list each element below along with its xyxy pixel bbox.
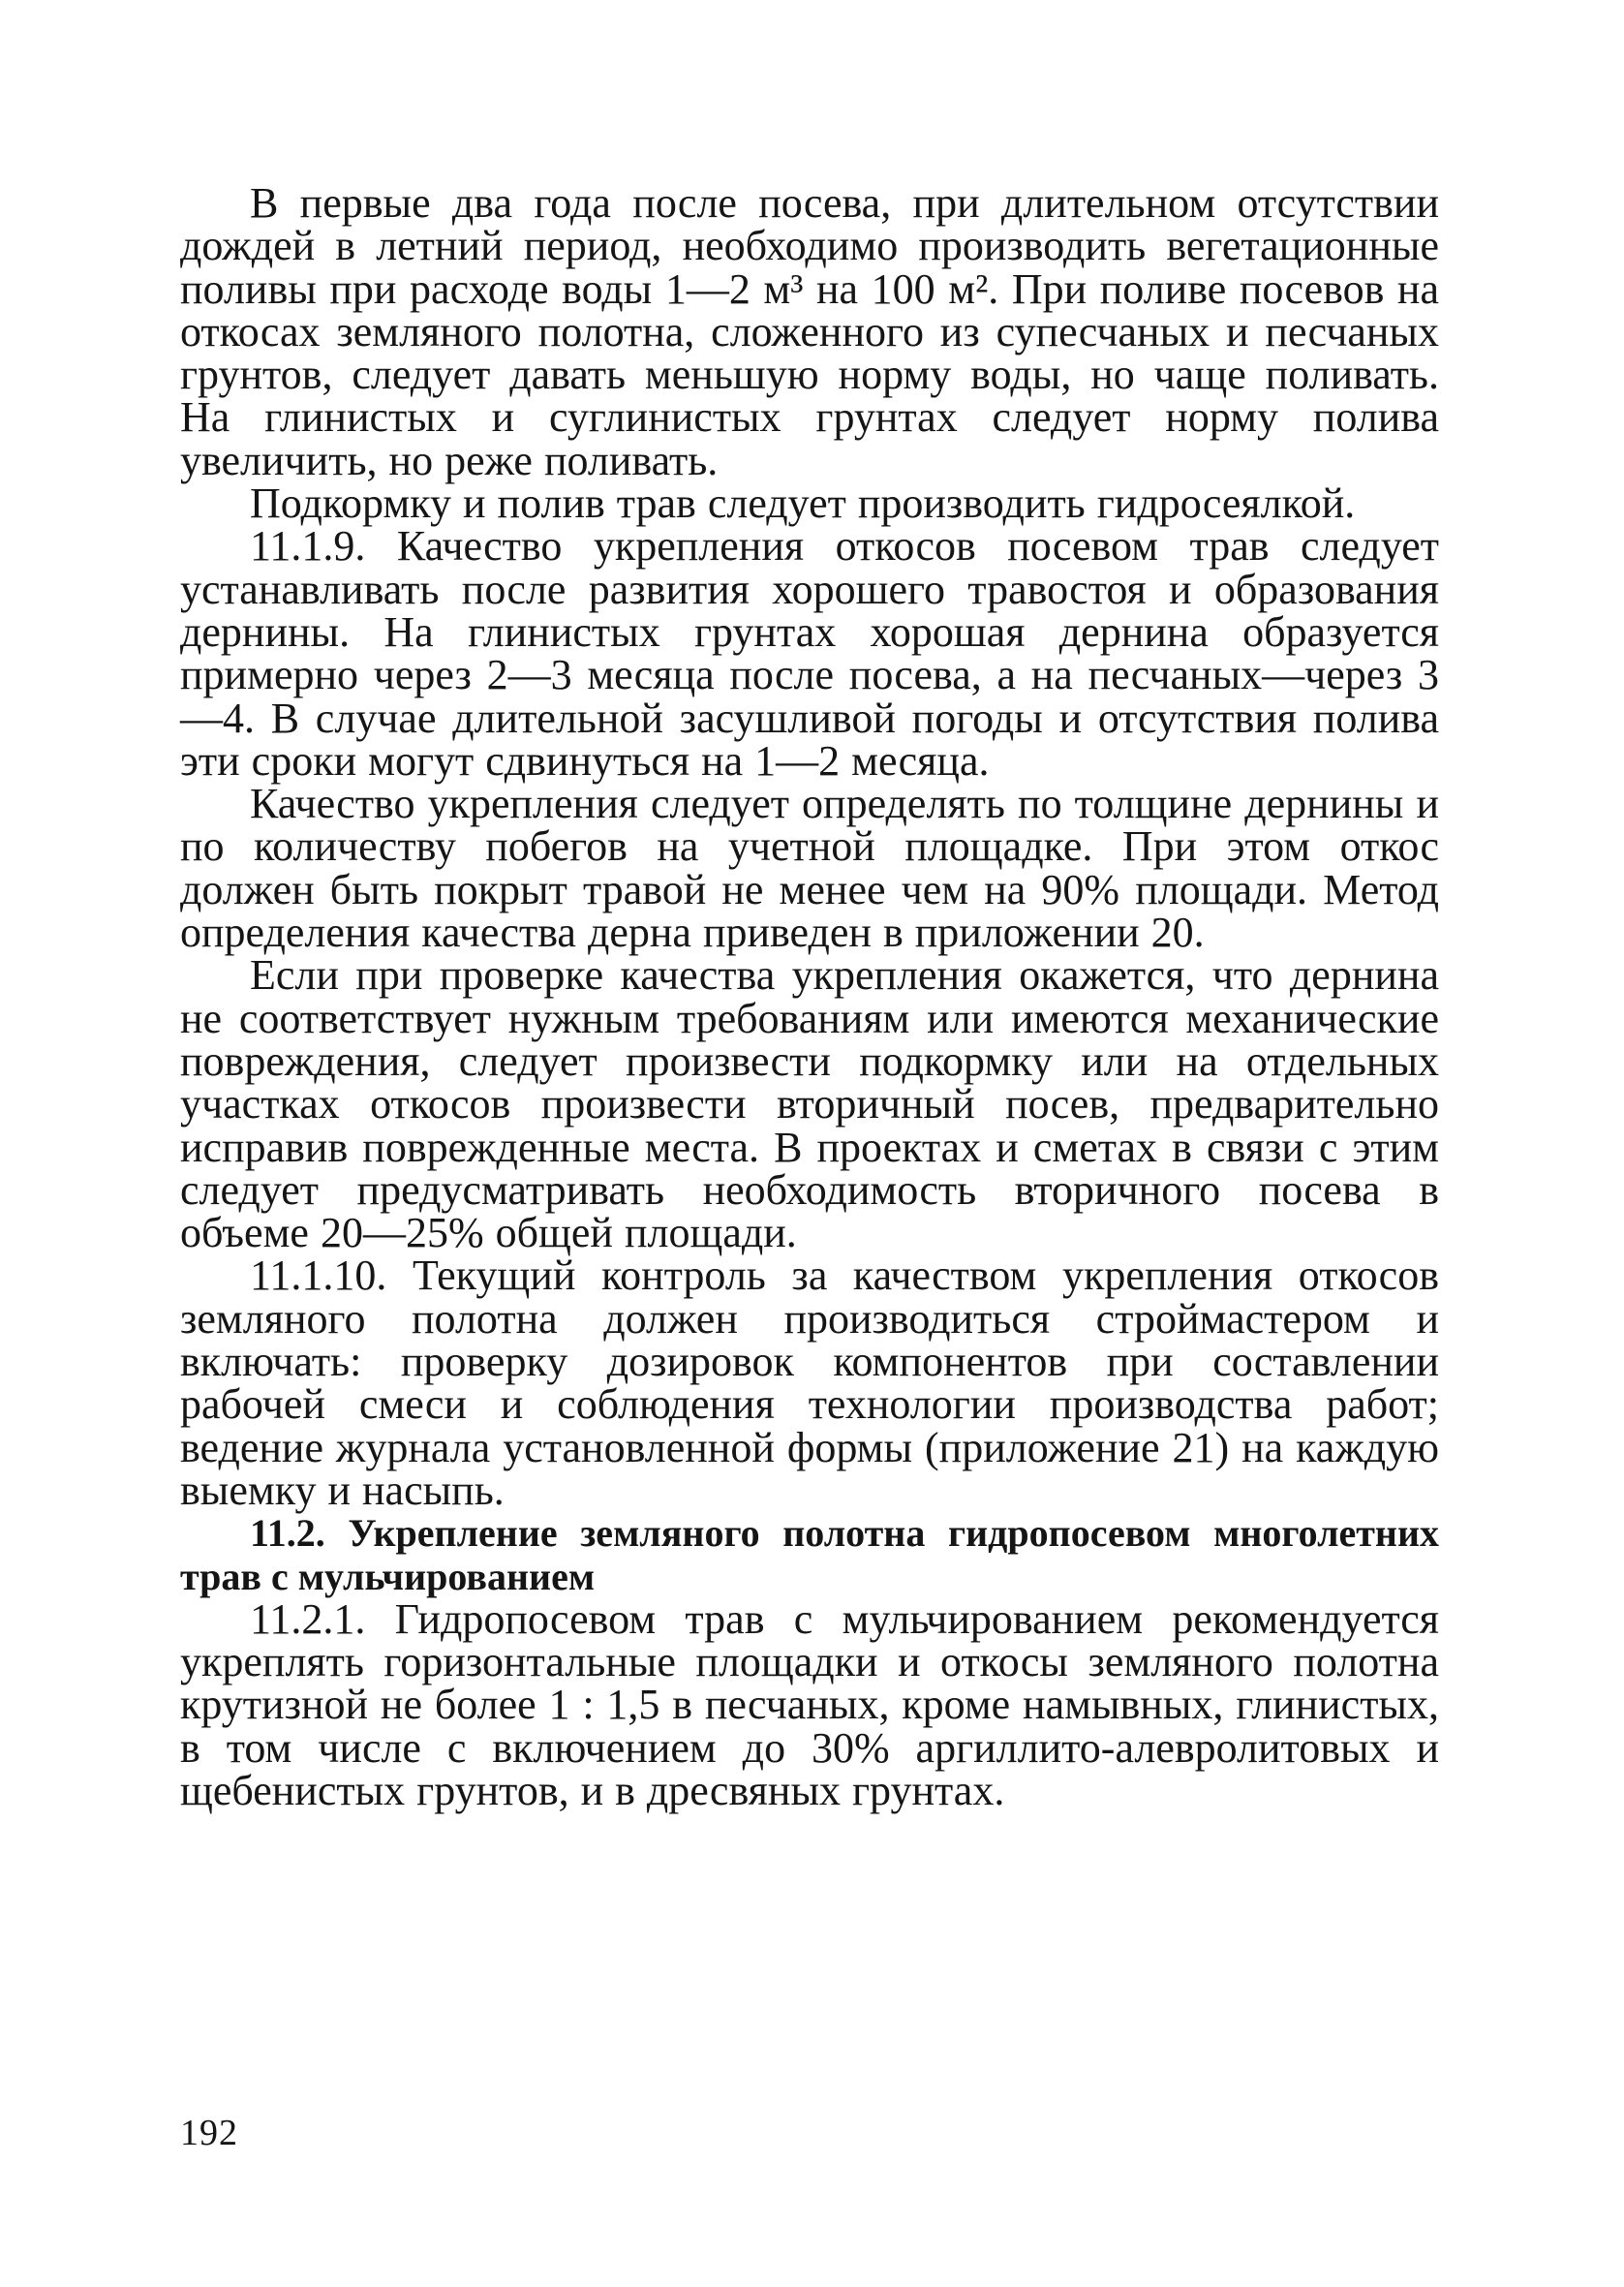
paragraph-resowing-text: Если при проверке качества укрепления окажется, что дернина не соответствует нужным требованиям или имеются механические повреждения, следует произвести подкормку или на отдельных участках откосов произвести вторичный посев, предварительно исправив поврежденные места. В проектах и сметах в связи с этим следует предусматривать необходимость вторичного посева в объеме 20—25% общей площади.: [180, 951, 1439, 1257]
paragraph-watering: [180, 179, 1439, 484]
paragraph-11-2-1: [180, 1594, 1439, 1814]
paragraph-quality-check: [180, 780, 1439, 957]
paragraph-watering-text: В первые два года после посева, при длительном отсутствии дождей в летний период, необходимо производить вегетационные поливы при расходе воды 1—2 м³ на 100 м². При поливе посевов на откосах земляного полотна, сложенного из супесчаных и песчаных грунтов, следует давать меньшую норму воды, но чаще поливать. На глинистых и суглинистых грунтах следует норму полива увеличить, но реже поливать.: [180, 179, 1439, 484]
page-body: [180, 179, 1439, 1814]
paragraph-resowing: [180, 951, 1439, 1257]
section-heading-11-2: [180, 1512, 1439, 1598]
paragraph-11-1-10-text: 11.1.10. Текущий контроль за качеством укрепления откосов земляного полотна должен производиться строймастером и включать: проверку дозировок компонентов при составлении рабочей смеси и соблюдения технологии производства работ; ведение журнала установленной формы (приложение 21) на каждую выемку и насыпь.: [180, 1252, 1439, 1514]
paragraph-11-1-9-text: 11.1.9. Качество укрепления откосов посевом трав следует устанавливать после развития хорошего травостоя и образования дернины. На глинистых грунтах хорошая дернина образуется примерно через 2—3 месяца после посева, а на песчаных—через 3—4. В случае длительной засушливой погоды и отсутствия полива эти сроки могут сдвинуться на 1—2 месяца.: [180, 522, 1439, 785]
paragraph-quality-check-text: Качество укрепления следует определять по толщине дернины и по количеству побегов на учетной площадке. При этом откос должен быть покрыт травой не менее чем на 90% площади. Метод определения качества дерна приведен в приложении 20.: [180, 780, 1439, 957]
section-heading-11-2-text: 11.2. Укрепление земляного полотна гидропосевом многолетних трав с мульчированием: [180, 1511, 1439, 1598]
paragraph-feeding-text: Подкормку и полив трав следует производить гидросеялкой.: [250, 479, 1356, 528]
paragraph-11-1-9: [180, 522, 1439, 785]
paragraph-11-2-1-text: 11.2.1. Гидропосевом трав с мульчированием рекомендуется укреплять горизонтальные площадки и откосы земляного полотна крутизной не более 1 : 1,5 в песчаных, кроме намывных, глинистых, в том числе с включением до 30% аргиллито-алевролитовых и щебенистых грунтов, и в дресвяных грунтах.: [180, 1594, 1439, 1814]
paragraph-feeding: [180, 479, 1439, 528]
paragraph-11-1-10: [180, 1254, 1439, 1512]
page-number: 192: [180, 2113, 238, 2153]
